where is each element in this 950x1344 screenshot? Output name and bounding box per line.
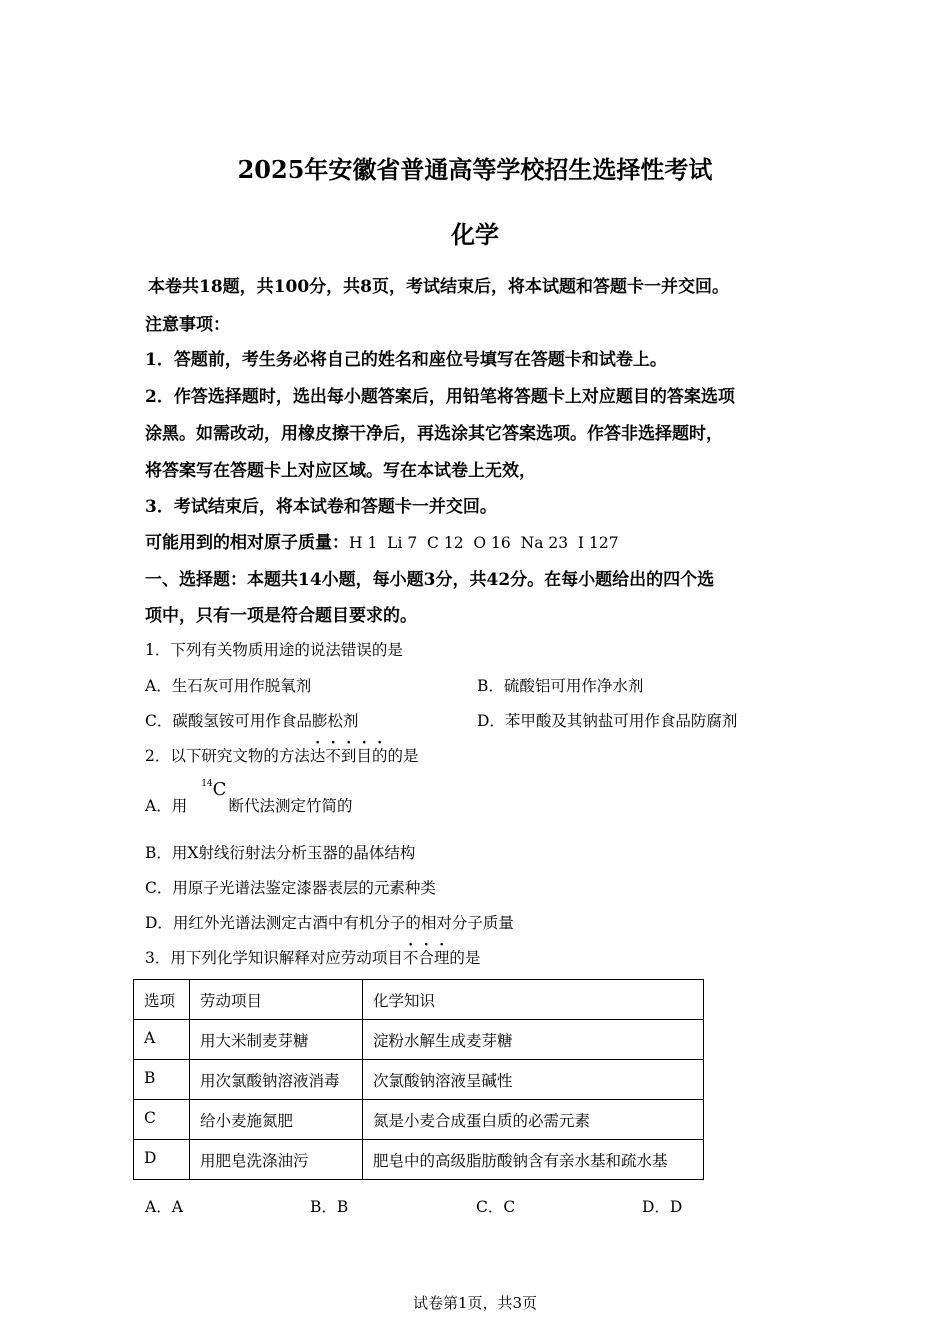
exam-summary: 本卷共18题，共100分，共8页，考试结束后，将本试题和答题卡一并交回。 <box>148 277 729 297</box>
q3-table <box>133 979 704 1180</box>
q2-emph-char: 不 <box>325 747 341 765</box>
q1-option-c: C．碳酸氢铵可用作食品膨松剂 <box>145 712 359 730</box>
table-header-row <box>134 980 704 1020</box>
table-cell: D <box>134 1140 190 1180</box>
notice-item-3: 3．考试结束后，将本试卷和答题卡一并交回。 <box>145 497 497 517</box>
notice-item-2-line3: 将答案写在答题卡上对应区域。写在本试卷上无效， <box>145 461 536 481</box>
q3-stem <box>145 946 480 968</box>
table-cell: 肥皂中的高级脂肪酸钠含有亲水基和疏水基 <box>363 1140 704 1180</box>
q2-option-d: D．用红外光谱法测定古酒中有机分子的相对分子质量 <box>145 914 514 932</box>
notice-heading: 注意事项： <box>145 315 230 335</box>
atomic-mass-values: H 1 Li 7 C 12 O 16 Na 23 I 127 <box>349 534 619 552</box>
q2-option-b: B．用X射线衍射法分析玉器的晶体结构 <box>145 844 416 862</box>
isotope-element: C <box>212 779 227 800</box>
section1-heading-line2: 项中，只有一项是符合题目要求的。 <box>145 606 417 626</box>
q2-emph-char: 达 <box>309 747 326 765</box>
atomic-mass-line <box>145 528 619 553</box>
q2-option-c: C．用原子光谱法鉴定漆器表层的元素种类 <box>145 879 436 897</box>
table-cell: 用肥皂洗涤油污 <box>190 1140 363 1180</box>
table-cell: B <box>134 1060 190 1100</box>
q3-emph-char: 理 <box>433 949 450 967</box>
q1-stem: 1．下列有关物质用途的说法错误的是 <box>145 641 403 659</box>
q1-option-b: B．硫酸铝可用作净水剂 <box>477 677 644 695</box>
q3-emph-char: 不 <box>402 949 419 967</box>
table-row <box>134 1100 704 1140</box>
table-cell: 用大米制麦芽糖 <box>190 1020 363 1060</box>
q2-emph-char: 到 <box>340 747 357 765</box>
q1-option-d: D．苯甲酸及其钠盐可用作食品防腐剂 <box>477 712 738 730</box>
exam-title: 2025年安徽省普通高等学校招生选择性考试 <box>237 155 713 184</box>
table-header-cell: 化学知识 <box>363 980 704 1020</box>
table-cell: 次氯酸钠溶液呈碱性 <box>363 1060 704 1100</box>
q3-option-c: C．C <box>476 1198 516 1216</box>
q2-option-a-prefix: A．用 <box>145 797 188 815</box>
q2-stem <box>145 744 418 766</box>
subject-title: 化学 <box>451 220 499 249</box>
q2-stem-suffix: 的是 <box>387 747 419 765</box>
q2-stem-prefix: 2．以下研究文物的方法 <box>145 747 310 765</box>
notice-item-2-line2: 涂黑。如需改动，用橡皮擦干净后，再选涂其它答案选项。作答非选择题时， <box>145 424 723 444</box>
q2-emph-char: 目 <box>356 747 372 765</box>
atomic-mass-label: 可能用到的相对原子质量： <box>145 533 349 553</box>
q1-option-a: A．生石灰可用作脱氧剂 <box>145 677 312 695</box>
q2-option-a-suffix: 断代法测定竹简的 <box>228 797 353 815</box>
page-footer: 试卷第1页，共3页 <box>412 1294 538 1312</box>
q3-option-a: A．A <box>145 1198 183 1216</box>
q3-emph-char: 合 <box>418 949 434 967</box>
table-header-cell: 选项 <box>134 980 190 1020</box>
isotope-mass-number: 14 <box>201 779 213 789</box>
table-row <box>134 1140 704 1180</box>
notice-item-1: 1．答题前，考生务必将自己的姓名和座位号填写在答题卡和试卷上。 <box>145 350 667 370</box>
table-row <box>134 1020 704 1060</box>
table-cell: A <box>134 1020 190 1060</box>
table-cell: 氮是小麦合成蛋白质的必需元素 <box>363 1100 704 1140</box>
q3-stem-suffix: 的是 <box>449 949 481 967</box>
q3-stem-prefix: 3．用下列化学知识解释对应劳动项目 <box>145 949 403 967</box>
q3-option-d: D．D <box>642 1198 683 1216</box>
table-cell: 给小麦施氮肥 <box>190 1100 363 1140</box>
section1-heading-line1: 一、选择题：本题共14小题，每小题3分，共42分。在每小题给出的四个选 <box>145 570 715 590</box>
q2-emph-char: 的 <box>371 747 388 765</box>
table-header-cell: 劳动项目 <box>190 980 363 1020</box>
table-cell: C <box>134 1100 190 1140</box>
table-row <box>134 1060 704 1100</box>
table-cell: 用次氯酸钠溶液消毒 <box>190 1060 363 1100</box>
q3-option-b: B．B <box>310 1198 349 1216</box>
q2-option-a <box>145 779 353 815</box>
notice-item-2-line1: 2．作答选择题时，选出每小题答案后，用铅笔将答题卡上对应题目的答案选项 <box>145 387 735 407</box>
table-cell: 淀粉水解生成麦芽糖 <box>363 1020 704 1060</box>
